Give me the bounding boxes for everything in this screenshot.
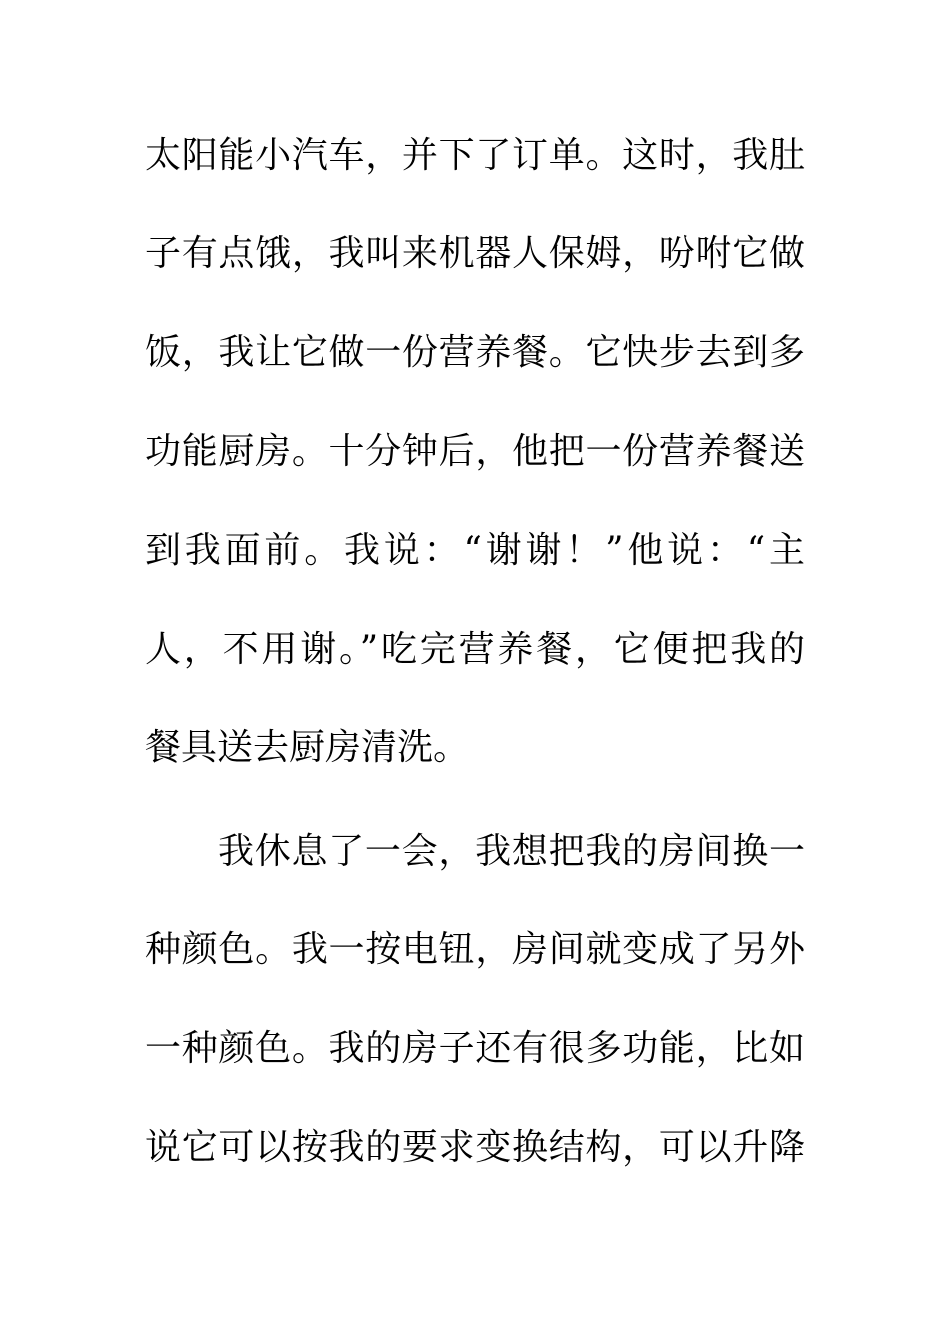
text-line-8: 我休息了一会，我想把我的房间换一: [218, 831, 805, 872]
text-line-6: 人，不用谢。”吃完营养餐，它便把我的: [145, 629, 805, 670]
text-line-2: 子有点饿，我叫来机器人保姆，吩咐它做: [145, 233, 805, 274]
text-line-3: 饭，我让它做一份营养餐。它快步去到多: [145, 332, 805, 373]
text-line-4: 功能厨房。十分钟后，他把一份营养餐送: [145, 431, 805, 472]
text-line-5: 到我面前。我说：“谢谢！”他说：“主: [145, 530, 805, 571]
text-line-10: 一种颜色。我的房子还有很多功能，比如: [145, 1028, 805, 1069]
text-line-7: 餐具送去厨房清洗。: [145, 727, 470, 768]
text-line-11: 说它可以按我的要求变换结构，可以升降: [145, 1127, 805, 1168]
text-line-1: 太阳能小汽车，并下了订单。这时，我肚: [145, 135, 805, 176]
text-line-9: 种颜色。我一按电钮，房间就变成了另外: [145, 929, 805, 970]
